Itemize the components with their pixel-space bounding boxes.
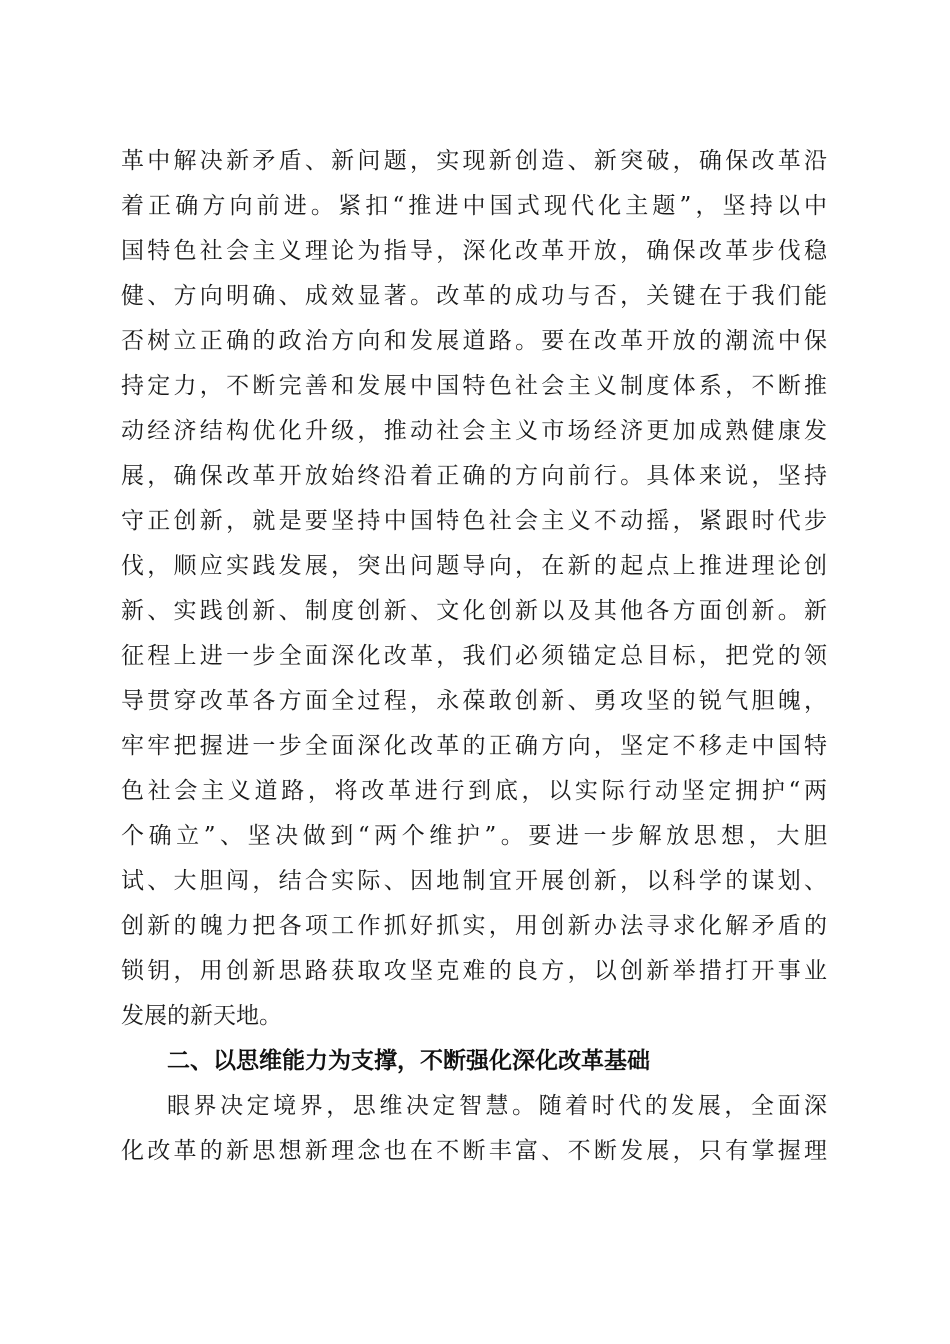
document-body	[121, 139, 827, 1174]
paragraph-line: 导贯穿改革各方面全过程，永葆敢创新、勇攻坚的锐气胆魄，	[121, 688, 827, 714]
paragraph-line: 个确立”、坚决做到“两个维护”。要进一步解放思想，大胆	[121, 823, 827, 849]
paragraph-line: 眼界决定境界，思维决定智慧。随着时代的发展，全面深	[167, 1093, 827, 1119]
paragraph-line: 征程上进一步全面深化改革，我们必须锚定总目标，把党的领	[121, 643, 827, 669]
paragraph-line: 新、实践创新、制度创新、文化创新以及其他各方面创新。新	[121, 598, 827, 624]
paragraph-line: 发展的新天地。	[121, 1003, 282, 1029]
paragraph-line: 化改革的新思想新理念也在不断丰富、不断发展，只有掌握理	[121, 1138, 827, 1164]
paragraph-line: 伐，顺应实践发展，突出问题导向，在新的起点上推进理论创	[121, 553, 827, 579]
paragraph-line: 守正创新，就是要坚持中国特色社会主义不动摇，紧跟时代步	[121, 508, 827, 534]
paragraph-line: 着正确方向前进。紧扣“推进中国式现代化主题”，坚持以中	[121, 193, 827, 219]
paragraph-reform-direction	[121, 139, 827, 1039]
paragraph-line: 否树立正确的政治方向和发展道路。要在改革开放的潮流中保	[121, 328, 827, 354]
paragraph-line: 国特色社会主义理论为指导，深化改革开放，确保改革步伐稳	[121, 238, 827, 264]
paragraph-line: 试、大胆闯，结合实际、因地制宜开展创新，以科学的谋划、	[121, 868, 827, 894]
paragraph-line: 牢牢把握进一步全面深化改革的正确方向，坚定不移走中国特	[121, 733, 827, 759]
paragraph-line: 锁钥，用创新思路获取攻坚克难的良方，以创新举措打开事业	[121, 958, 827, 984]
paragraph-thinking-ability	[121, 1084, 827, 1174]
paragraph-line: 革中解决新矛盾、新问题，实现新创造、新突破，确保改革沿	[121, 148, 827, 174]
paragraph-line: 健、方向明确、成效显著。改革的成功与否，关键在于我们能	[121, 283, 827, 309]
paragraph-line: 色社会主义道路，将改革进行到底，以实际行动坚定拥护“两	[121, 778, 827, 804]
paragraph-line: 动经济结构优化升级，推动社会主义市场经济更加成熟健康发	[121, 418, 827, 444]
section-heading: 二、以思维能力为支撑，不断强化深化改革基础	[167, 1048, 650, 1074]
paragraph-line: 持定力，不断完善和发展中国特色社会主义制度体系，不断推	[121, 373, 827, 399]
paragraph-line: 创新的魄力把各项工作抓好抓实，用创新办法寻求化解矛盾的	[121, 913, 827, 939]
paragraph-line: 展，确保改革开放始终沿着正确的方向前行。具体来说，坚持	[121, 463, 827, 489]
